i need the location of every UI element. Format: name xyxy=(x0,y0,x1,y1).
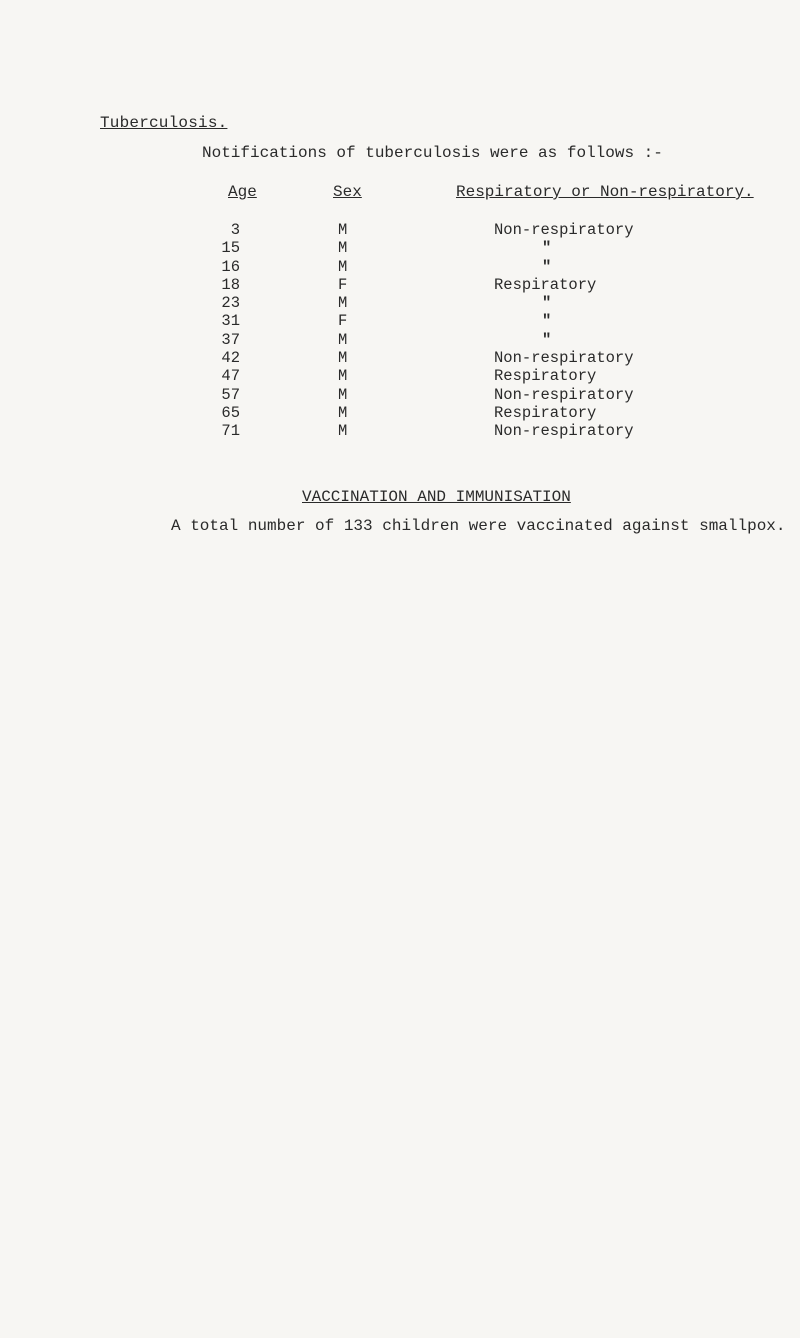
type-cell: Respiratory xyxy=(494,275,597,294)
table-row xyxy=(0,221,800,239)
section-title: Tuberculosis. xyxy=(100,114,228,132)
table-row xyxy=(0,349,800,367)
table-row xyxy=(0,276,800,294)
age-cell: 47 xyxy=(221,367,240,386)
sex-cell: M xyxy=(338,367,348,386)
sex-cell: M xyxy=(338,294,348,313)
table-row xyxy=(0,367,800,385)
age-cell: 57 xyxy=(221,385,240,404)
table-row xyxy=(0,386,800,404)
table-row xyxy=(0,331,800,349)
sex-cell: M xyxy=(338,403,348,422)
notifications-table xyxy=(0,221,800,441)
sex-cell: M xyxy=(338,385,348,404)
age-cell: 71 xyxy=(221,422,240,441)
table-row xyxy=(0,404,800,422)
age-cell: 15 xyxy=(221,239,240,258)
table-row xyxy=(0,258,800,276)
sex-cell: M xyxy=(338,257,348,276)
type-cell-ditto: " xyxy=(542,330,552,349)
sex-cell: M xyxy=(338,239,348,258)
type-cell-ditto: " xyxy=(542,257,552,276)
sex-cell: M xyxy=(338,349,348,368)
column-header-age: Age xyxy=(228,183,257,201)
intro-text: Notifications of tuberculosis were as follows :- xyxy=(202,144,663,162)
sex-cell: M xyxy=(338,422,348,441)
sex-cell: M xyxy=(338,330,348,349)
table-row xyxy=(0,422,800,440)
age-cell: 18 xyxy=(221,275,240,294)
age-cell: 31 xyxy=(221,312,240,331)
sex-cell: F xyxy=(338,312,348,331)
vaccination-text: A total number of 133 children were vaccinated against smallpox. xyxy=(171,517,786,535)
type-cell-ditto: " xyxy=(542,239,552,258)
vaccination-title: VACCINATION AND IMMUNISATION xyxy=(302,488,571,506)
age-cell: 3 xyxy=(230,221,240,239)
sex-cell: F xyxy=(338,275,348,294)
age-cell: 16 xyxy=(221,257,240,276)
table-row xyxy=(0,239,800,257)
age-cell: 23 xyxy=(221,294,240,313)
table-row xyxy=(0,312,800,330)
column-header-type: Respiratory or Non-respiratory. xyxy=(456,183,754,201)
table-row xyxy=(0,294,800,312)
type-cell-ditto: " xyxy=(542,312,552,331)
age-cell: 42 xyxy=(221,349,240,368)
column-header-sex: Sex xyxy=(333,183,362,201)
age-cell: 37 xyxy=(221,330,240,349)
type-cell: Non-respiratory xyxy=(494,349,634,368)
type-cell: Non-respiratory xyxy=(494,221,634,239)
type-cell: Respiratory xyxy=(494,403,597,422)
type-cell-ditto: " xyxy=(542,294,552,313)
age-cell: 65 xyxy=(221,403,240,422)
type-cell: Non-respiratory xyxy=(494,422,634,441)
type-cell: Non-respiratory xyxy=(494,385,634,404)
sex-cell: M xyxy=(338,221,348,239)
type-cell: Respiratory xyxy=(494,367,597,386)
